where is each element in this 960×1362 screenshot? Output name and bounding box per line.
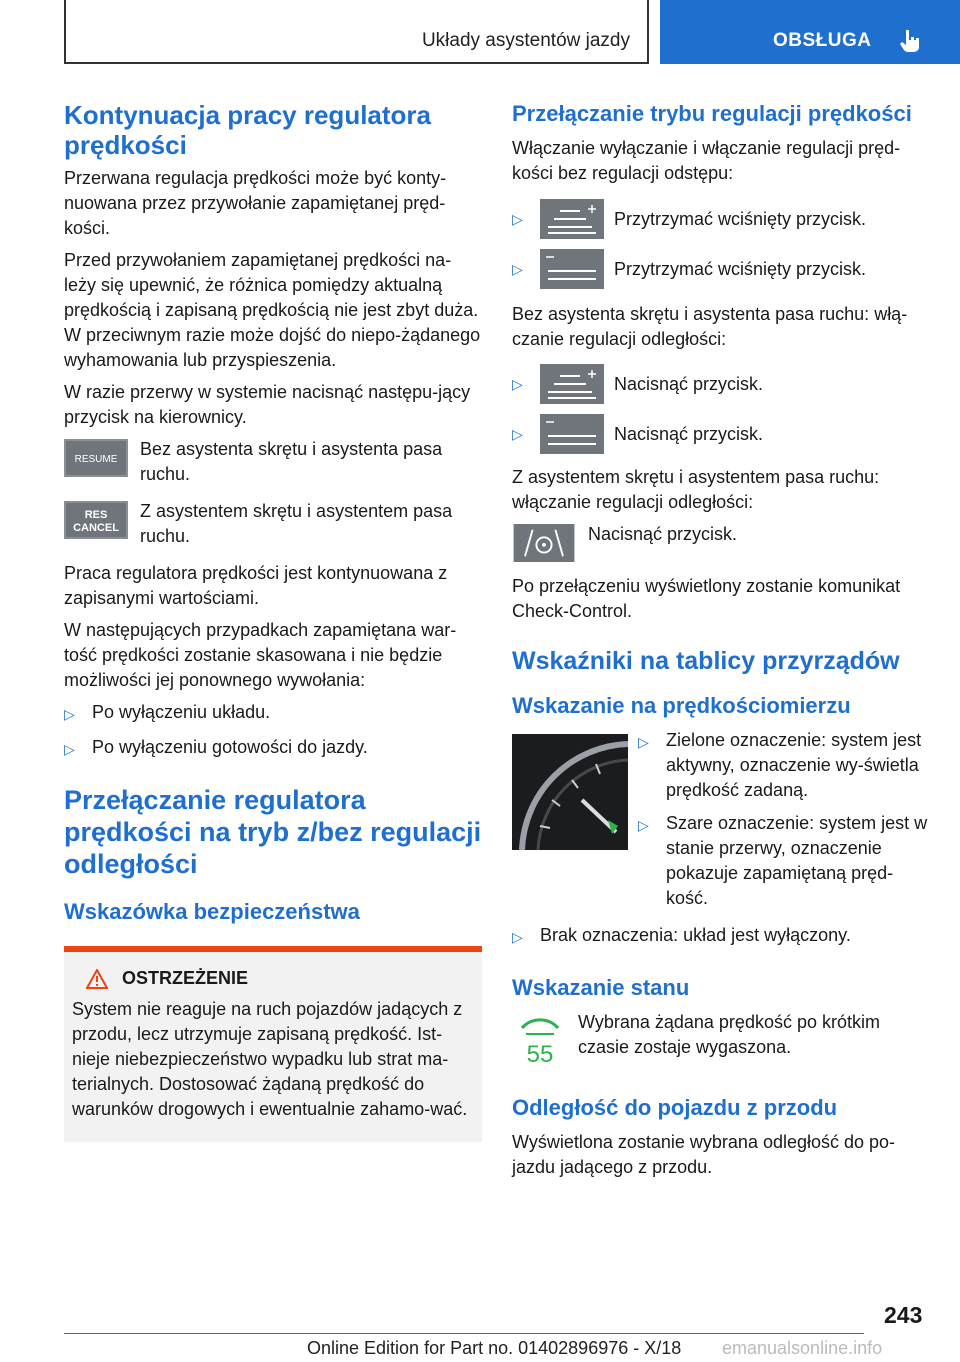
res-cancel-button-icon (64, 501, 128, 539)
svg-text:CANCEL: CANCEL (73, 522, 119, 534)
list-item: ▷ Szare oznaczenie: system jest w stanie przerwy, oznaczenie pokazuje zapamiętaną pręd-kość. (638, 811, 928, 911)
para-2: Przed przywołaniem zapamiętanej prędkości na-leży się upewnić, że różnica pomiędzy aktualną prędkością i zapisaną prędkością nie jest zbyt duża. W przeciwnym razie może dojść do niepo-żądanego wyhamowania lub przyspieszenia. (64, 250, 481, 370)
chapter-tab-label: OBSŁUGA (773, 30, 872, 51)
triangle-bullet-icon: ▷ (638, 817, 649, 833)
speedometer-block (512, 728, 928, 919)
triangle-bullet-icon: ▷ (512, 375, 523, 392)
triangle-bullet-icon: ▷ (512, 260, 523, 277)
status-block (512, 1010, 928, 1070)
heading-mode: Przełączanie trybu regulacji prędkości (512, 101, 912, 126)
section-title: Układy asystentów jazdy (421, 30, 630, 51)
triangle-bullet-icon: ▷ (64, 706, 75, 722)
resume-button-row (64, 437, 482, 487)
warning-box (64, 946, 482, 1142)
heading-speedometer: Wskazanie na prędkościomierzu (512, 693, 851, 718)
triangle-bullet-icon: ▷ (512, 210, 523, 227)
resume-button-text: Bez asystenta skrętu i asystenta pasa ruchu. (140, 439, 443, 484)
set-speed-indicator-icon (512, 1016, 568, 1070)
para-3: W razie przerwy w systemie nacisnąć następu-jący przycisk na kierownicy. (64, 382, 471, 427)
resume-button-icon (64, 439, 128, 477)
para-distance: Wyświetlona zostanie wybrana odległość do po-jazdu jadącego z przodu. (512, 1132, 896, 1177)
res-cancel-button-text: Z asystentem skrętu i asystentem pasa ruchu. (140, 501, 453, 546)
warning-triangle-icon (86, 969, 108, 989)
list-item: ▷ Po wyłączeniu gotowości do jazdy. (64, 735, 482, 762)
list-item: ▷ Zielone oznaczenie: system jest aktywny, oznaczenie wy-świetla prędkość zadaną. (638, 728, 928, 803)
speedometer-image (512, 734, 628, 850)
triangle-bullet-icon: ▷ (64, 741, 75, 757)
heading-status: Wskazanie stanu (512, 975, 690, 1000)
list-item: ▷ Nacisnąć przycisk. (512, 409, 928, 459)
triangle-bullet-icon: ▷ (638, 734, 649, 750)
footer-edition: Online Edition for Part no. 01402896976 - X/18 (307, 1338, 682, 1358)
list-item: ▷ Przytrzymać wciśnięty przycisk. (512, 194, 928, 244)
status-text: Wybrana żądana prędkość po krótkim czasie zostaje wygaszona. (578, 1012, 880, 1057)
para-1: Przerwana regulacja prędkości może być konty-nuowana przez przywołanie zapamiętanej pręd-kości. (64, 168, 447, 238)
heading-safety: Wskazówka bezpieczeństwa (64, 899, 360, 924)
para-check-control: Po przełączeniu wyświetlony zostanie komunikat Check-Control. (512, 576, 901, 621)
para-5: W następujących przypadkach zapamiętana war-tość prędkości zostanie skasowana i nie będzie możliwości jej ponownego wywołania: (64, 620, 457, 690)
triangle-bullet-icon: ▷ (512, 425, 523, 442)
svg-text:55: 55 (526, 1041, 554, 1068)
assist-button-row: Nacisnąć przycisk. (512, 522, 928, 562)
res-cancel-button-row (64, 499, 482, 549)
list-item: ▷ Po wyłączeniu układu. (64, 700, 482, 727)
right-column (512, 100, 928, 1187)
list-item: ▷ Przytrzymać wciśnięty przycisk. (512, 244, 928, 294)
heading-indicators: Wskaźniki na tablicy przyrządów (512, 647, 900, 675)
triangle-bullet-icon: ▷ (512, 929, 523, 945)
hand-pointer-icon (897, 28, 923, 54)
steering-assist-button-icon (512, 524, 576, 562)
para-no-assist: Bez asystenta skrętu i asystenta pasa ruchu: włą-czanie regulacji odległości: (512, 304, 908, 349)
distance-minus-button-icon (540, 414, 604, 454)
para-4: Praca regulatora prędkości jest kontynuowana z zapisanymi wartościami. (64, 563, 448, 608)
page-number: 243 (884, 1302, 923, 1328)
left-column (64, 100, 482, 1142)
svg-text:RES: RES (84, 509, 108, 521)
heading-distance: Odległość do pojazdu z przodu (512, 1095, 838, 1120)
para-with-assist: Z asystentem skrętu i asystentem pasa ruchu: włączanie regulacji odległości: (512, 467, 880, 512)
footer-divider (64, 1333, 864, 1334)
distance-plus-button-icon (540, 199, 604, 239)
warning-title: OSTRZEŻENIE (72, 968, 474, 989)
footer-watermark: emanualsonline.info (722, 1338, 883, 1358)
distance-minus-button-icon (540, 249, 604, 289)
heading-continue: Kontynuacja pracy regulatora prędkości (64, 100, 431, 160)
list-item: ▷ Brak oznaczenia: układ jest wyłączony. (512, 923, 928, 950)
para-mode: Włączanie wyłączanie i włączanie regulacji pręd-kości bez regulacji odstępu: (512, 138, 901, 183)
chapter-tab[interactable] (660, 0, 960, 64)
distance-plus-button-icon (540, 364, 604, 404)
heading-switch: Przełączanie regulatora prędkości na tryb z/bez regulacji odległości (64, 785, 482, 879)
warning-text: System nie reaguje na ruch pojazdów jadących z przodu, lecz utrzymuje zapisaną prędkość. Ist-nieje niebezpieczeństwo wypadku lub strat ma-terialnych. Dostosować żądaną prędkość do warunków drogowych i ewentualnie zahamo-wać. (72, 999, 468, 1119)
svg-text:RESUME: RESUME (74, 454, 118, 465)
list-item: ▷ Nacisnąć przycisk. (512, 359, 928, 409)
